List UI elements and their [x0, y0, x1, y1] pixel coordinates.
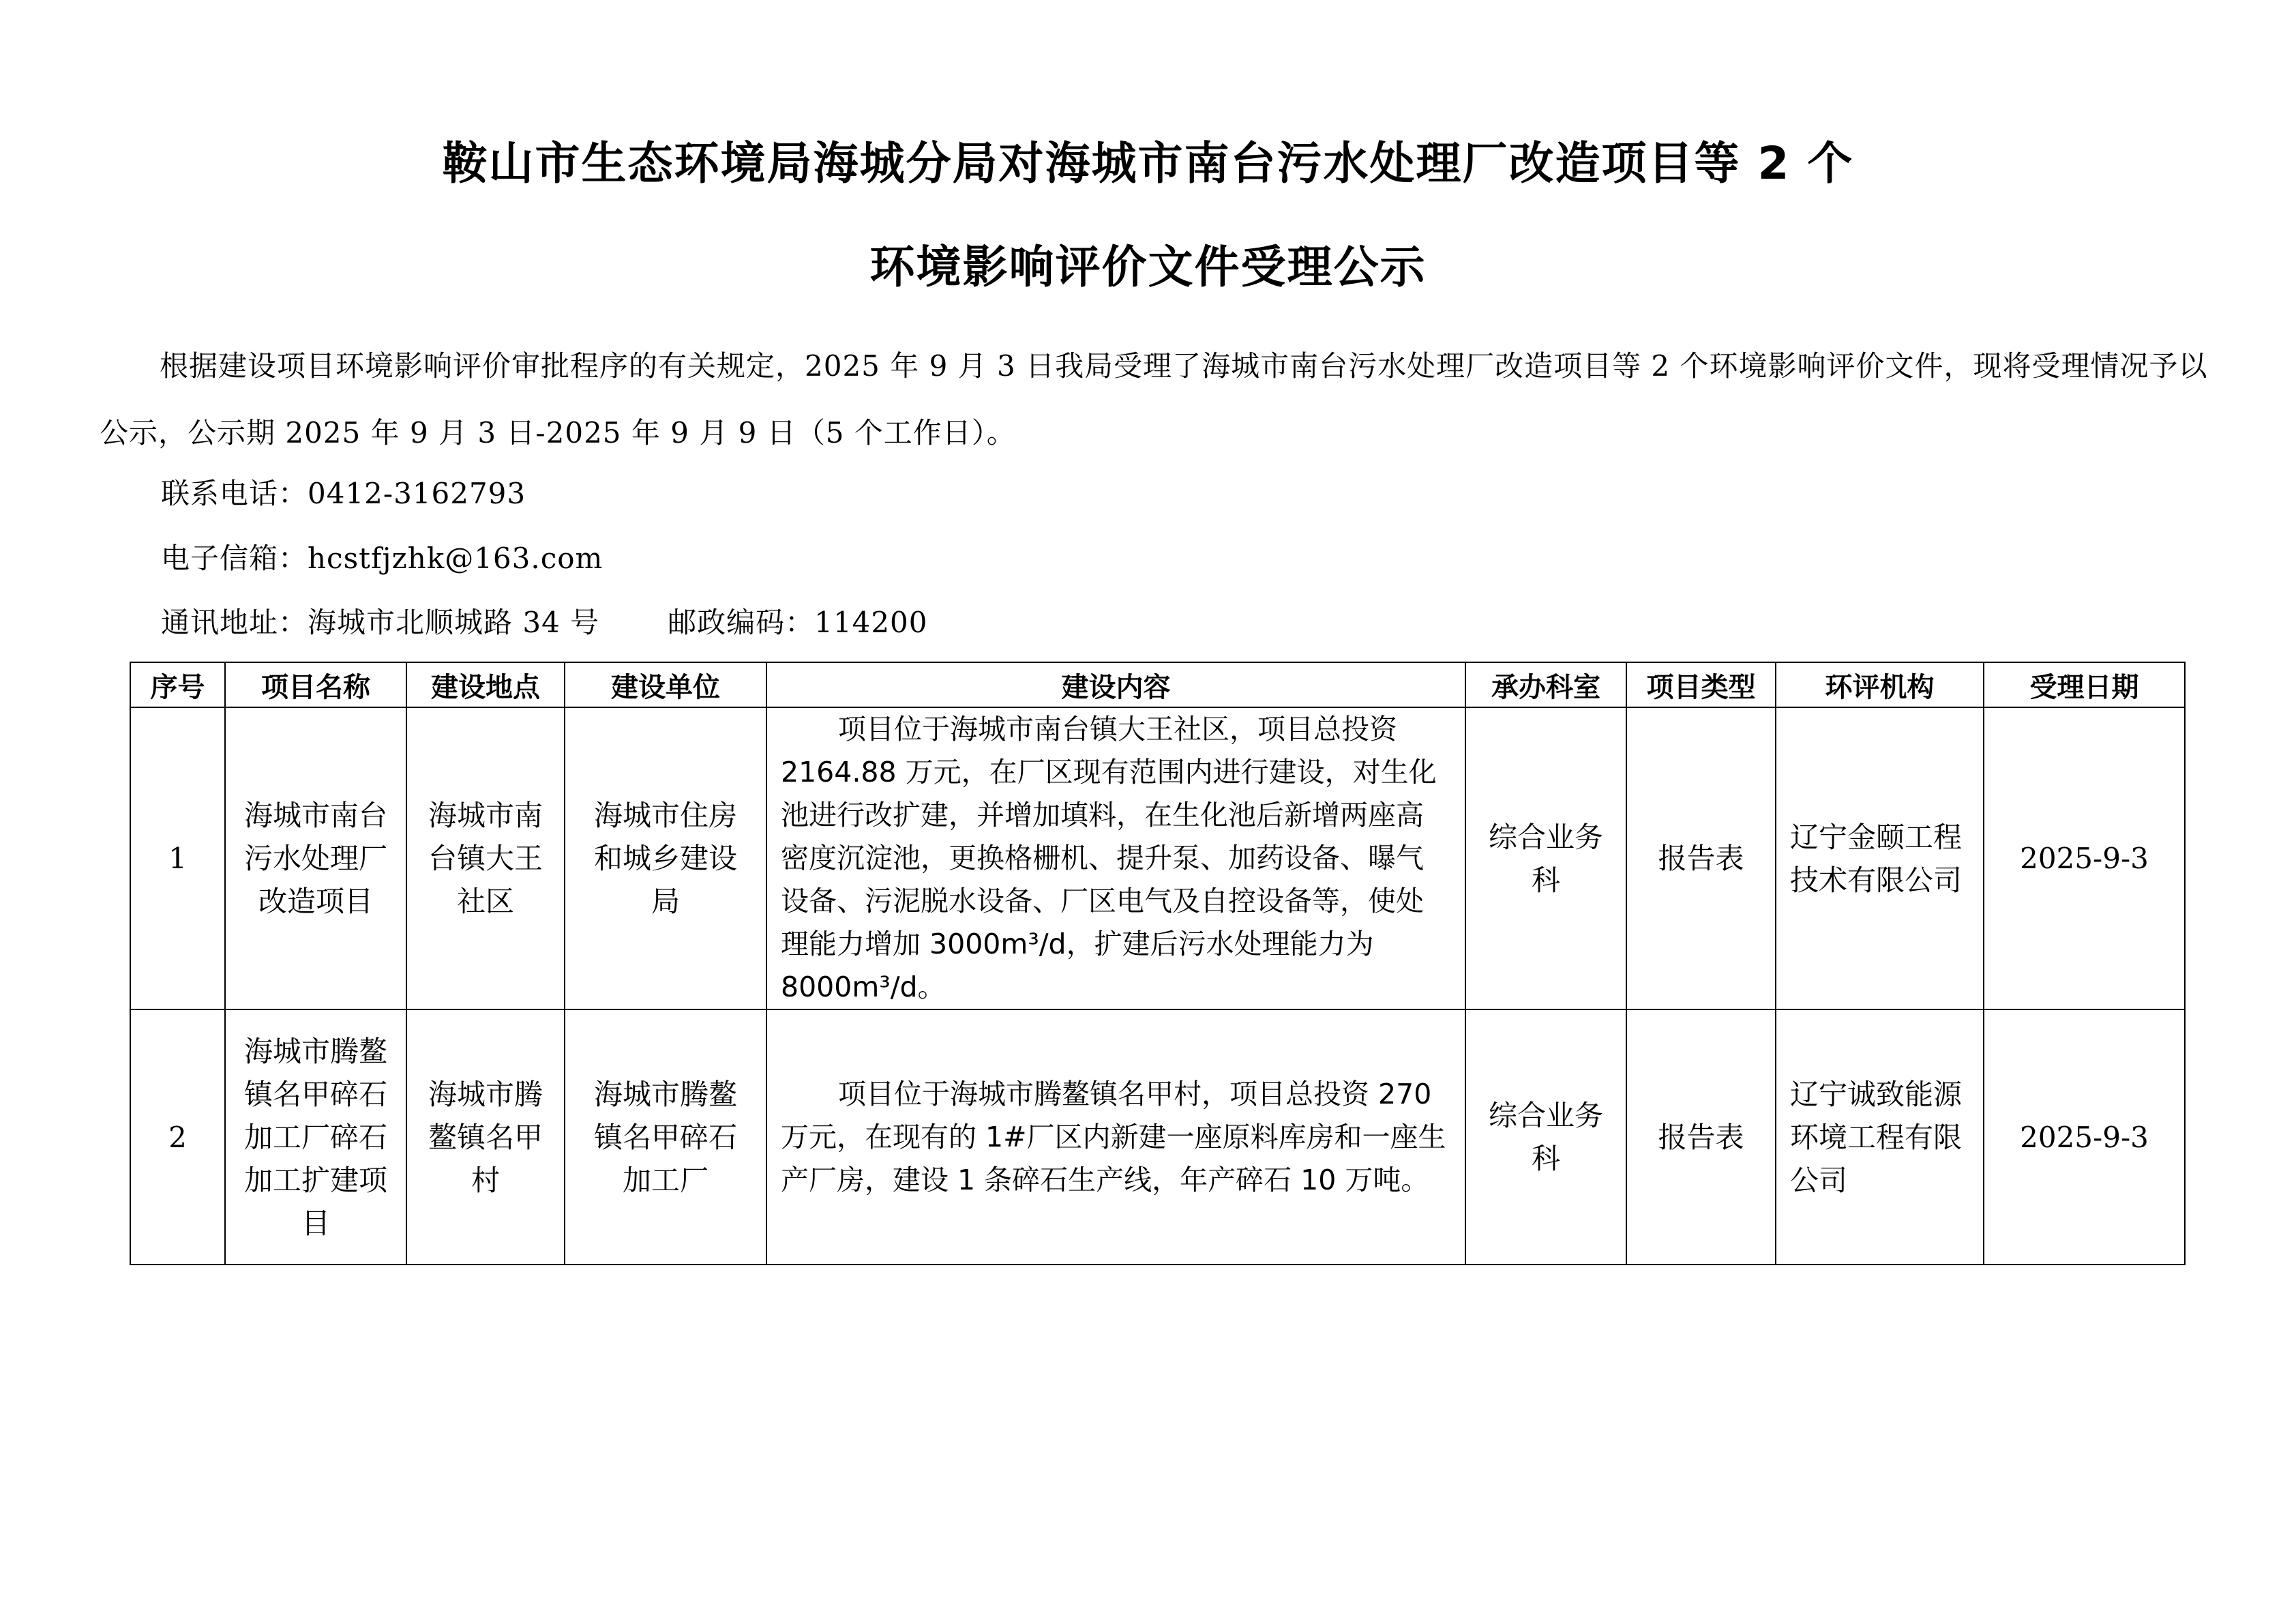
- contact-address: 通讯地址：海城市北顺城路 34 号: [161, 606, 600, 639]
- document-title-line2: 环境影响评价文件受理公示: [869, 241, 1427, 293]
- header-department: 承办科室: [1465, 662, 1626, 707]
- contact-address-line: [161, 602, 928, 643]
- cell-location: 海城市南台镇大王社区: [406, 707, 565, 1009]
- header-no: 序号: [130, 662, 225, 707]
- cell-accept-date: 2025-9-3: [1984, 1009, 2185, 1265]
- header-location: 建设地点: [406, 662, 565, 707]
- cell-accept-date: 2025-9-3: [1984, 707, 2185, 1009]
- header-content: 建设内容: [766, 662, 1465, 707]
- contact-phone: 联系电话：0412-3162793: [161, 477, 526, 510]
- cell-project-name: 海城市腾鳌镇名甲碎石加工厂碎石加工扩建项目: [225, 1009, 406, 1265]
- cell-project-type: 报告表: [1626, 707, 1776, 1009]
- cell-content: [766, 707, 1465, 1009]
- header-builder: 建设单位: [565, 662, 766, 707]
- cell-builder: 海城市住房和城乡建设局: [565, 707, 766, 1009]
- cell-eia-agency: 辽宁金颐工程技术有限公司: [1776, 707, 1984, 1009]
- cell-builder: 海城市腾鳌镇名甲碎石加工厂: [565, 1009, 766, 1265]
- header-eia-agency: 环评机构: [1776, 662, 1984, 707]
- cell-no: 2: [130, 1009, 225, 1265]
- contact-postcode: 邮政编码：114200: [668, 606, 928, 639]
- table-header-row: [130, 662, 2185, 707]
- cell-content-text: 项目位于海城市腾鳌镇名甲村，项目总投资 270 万元，在现有的 1#厂区内新建一座原料库房和一座生产厂房，建设 1 条碎石生产线，年产碎石 10 万吨。: [781, 1077, 1446, 1196]
- cell-project-type: 报告表: [1626, 1009, 1776, 1265]
- table-row: [130, 707, 2185, 1009]
- table-row: [130, 1009, 2185, 1265]
- cell-department: 综合业务科: [1465, 707, 1626, 1009]
- cell-content-text: 项目位于海城市南台镇大王社区，项目总投资 2164.88 万元，在厂区现有范围内进行建设，对生化池进行改扩建，并增加填料，在生化池后新增两座高密度沉淀池，更换格栅机、提升泵、加药设备、曝气设备、污泥脱水设备、厂区电气及自控设备等，使处理能力增加 3000m³/d，扩建后污水处理能力为 8000m³/d。: [781, 713, 1437, 1003]
- intro-paragraph: 根据建设项目环境影响评价审批程序的有关规定，2025 年 9 月 3 日我局受理了海城市南台污水处理厂改造项目等 2 个环境影响评价文件，现将受理情况予以公示，公示期 2025 年 9 月 3 日-2025 年 9 月 9 日（5 个工作日）。: [100, 349, 2208, 449]
- header-accept-date: 受理日期: [1984, 662, 2185, 707]
- contact-email: 电子信箱：hcstfjzhk@163.com: [161, 542, 603, 575]
- header-project-name: 项目名称: [225, 662, 406, 707]
- cell-location: 海城市腾鳌镇名甲村: [406, 1009, 565, 1265]
- cell-department: 综合业务科: [1465, 1009, 1626, 1265]
- document-title-line1: 鞍山市生态环境局海城分局对海城市南台污水处理厂改造项目等 2 个: [442, 137, 1854, 190]
- cell-project-name: 海城市南台污水处理厂改造项目: [225, 707, 406, 1009]
- cell-no: 1: [130, 707, 225, 1009]
- header-project-type: 项目类型: [1626, 662, 1776, 707]
- cell-content: [766, 1009, 1465, 1265]
- cell-eia-agency: 辽宁诚致能源环境工程有限公司: [1776, 1009, 1984, 1265]
- projects-table: [130, 662, 2186, 1265]
